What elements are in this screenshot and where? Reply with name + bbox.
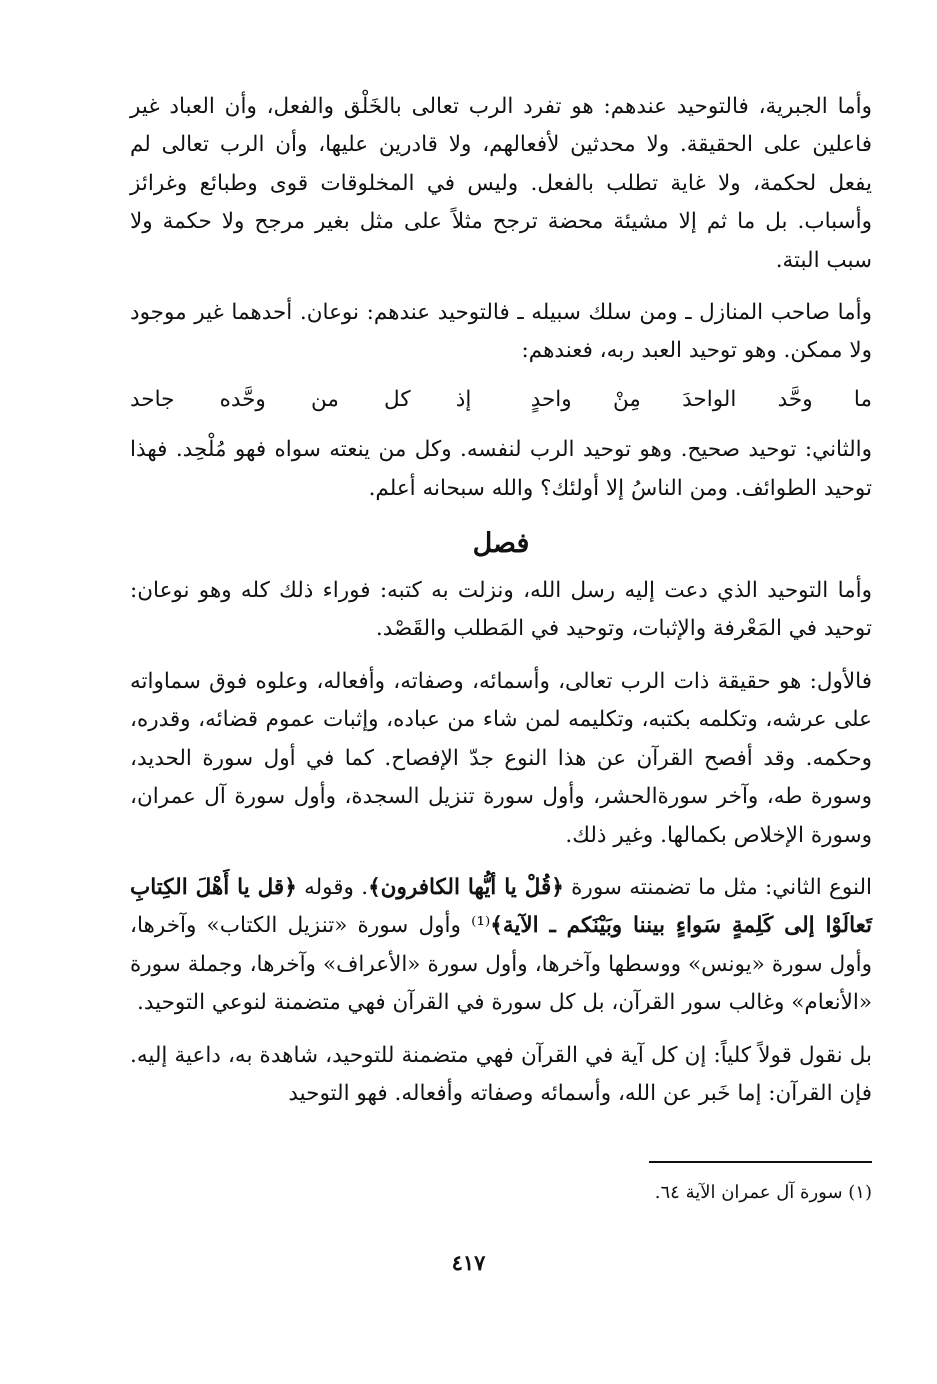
paragraph-text: ⁽¹⁾ وأول سورة «تنزيل الكتاب» وآخرها، وأول سورة «يونس» ووسطها وآخرها، وأول سورة «الأعراف» وآخرها، وجملة سورة «الأنعام» وغالب سور القرآن، بل كل سورة في القرآن فهي متضمنة لنوعي التوحيد. [130, 913, 872, 1016]
quran-quote-kafirun: ﴿قُلْ يا أيُّها الكافرون﴾ [368, 874, 564, 900]
page-body [130, 88, 872, 1127]
page-number: ٤١٧ [451, 1250, 486, 1275]
paragraph-second-type-quran [130, 869, 872, 1023]
footnote: (١) سورة آل عمران الآية ٦٤. [654, 1182, 872, 1203]
poetry-verse [130, 381, 872, 419]
paragraph-jabriyya: وأما الجبرية، فالتوحيد عندهم: هو تفرد الرب تعالى بالخَلْق والفعل، وأن العباد غير فاعلين على الحقيقة. ولا محدثين لأفعالهم، ولا قادرين عليها، وأن الرب تعالى لم يفعل لحكمة، ولا غاية تطلب بالفعل. وليس في المخلوقات قوى وطبائع وغرائز وأسباب. بل ما ثم إلا مشيئة محضة ترجح مثلاً على مثل بغير مرجح ولا حكمة ولا سبب البتة. [130, 94, 872, 273]
paragraph-first-type: فالأول: هو حقيقة ذات الرب تعالى، وأسمائه، وصفاته، وأفعاله، وعلوه فوق سماواته على عرشه، وتكلمه بكتبه، وتكليمه لمن شاء من عباده، وإثبات عموم قضائه، وقدره، وحكمه. وقد أفصح القرآن عن هذا النوع جدّ الإفصاح. كما في أول سورة الحديد، وسورة طه، وآخر سورةالحشر، وأول سورة تنزيل السجدة، وأول سورة آل عمران، وسورة الإخلاص بكمالها. وغير ذلك. [130, 668, 873, 848]
verse-first-hemistich: ما وحَّد الواحدَ مِنْ واحدٍ [530, 386, 872, 412]
paragraph-prophetic-tawhid: وأما التوحيد الذي دعت إليه رسل الله، ونزلت به كتبه: فوراء ذلك كله وهو نوعان: توحيد في المَعْرفة والإثبات، وتوحيد في المَطلب والقَصْد. [130, 578, 872, 642]
paragraph-text: النوع الثاني: مثل ما تضمنته سورة [563, 874, 872, 900]
footnote-separator [649, 1161, 872, 1163]
paragraph-universal-statement: بل نقول قولاً كلياً: إن كل آية في القرآن فهي متضمنة للتوحيد، شاهدة به، داعية إليه. فإن القرآن: إما خَبر عن الله، وأسمائه وصفاته وأفعاله. فهو التوحيد [130, 1042, 872, 1106]
verse-second-hemistich: إذ كل من وحَّده جاحد [130, 386, 472, 412]
section-heading: فصل [472, 528, 530, 560]
quran-quote-ahl-al-kitab: ﴿قل يا أَهْلَ الكِتابِ تَعالَوْا إلى كَلِمةٍ سَواءٍ بيننا وبَيْنَكم ـ الآية﴾ [130, 874, 872, 939]
paragraph-sahib-al-manazil: وأما صاحب المنازل ـ ومن سلك سبيله ـ فالتوحيد عندهم: نوعان. أحدهما غير موجود ولا ممكن. وهو توحيد العبد ربه، فعندهم: [130, 300, 872, 364]
paragraph-text: . وقوله [296, 874, 369, 900]
paragraph-second-type: والثاني: توحيد صحيح. وهو توحيد الرب لنفسه. وكل من ينعته سواه فهو مُلْحِد. فهذا توحيد الطوائف. ومن الناسُ إلا أولئك؟ والله سبحانه أعلم. [130, 437, 872, 501]
